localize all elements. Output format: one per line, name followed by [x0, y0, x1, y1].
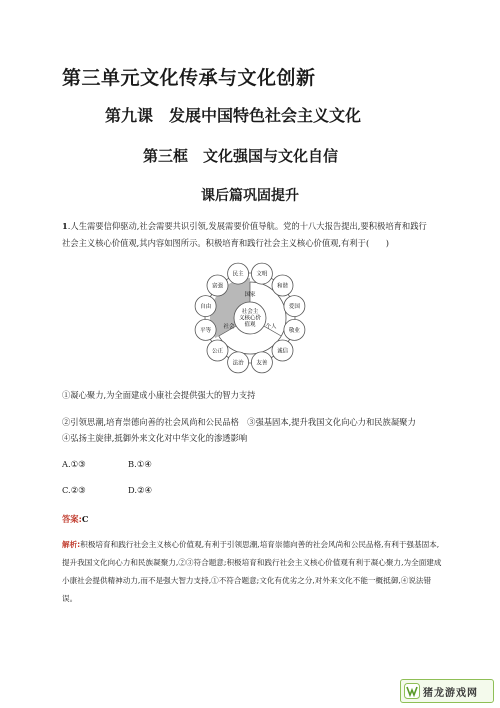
analysis-text: 积极培育和践行社会主义核心价值观,有利于引领思潮,培育崇德向善的社会风尚和公民品格,有利于强基固本,提升我国文化向心力和民族凝聚力,②③符合题意;积极培育和践行社会主义核心价值观有利于凝心聚力,为全面建成小康社会提供精神动力,而不是强大智力支持,①不符合题意;文化有优劣之分,对外来文化不能一概抵御,④说法错误。	[62, 540, 442, 603]
statement-1: ①凝心聚力,为全面建成小康社会提供强大的智力支持	[62, 390, 256, 400]
core-values-diagram	[185, 262, 315, 374]
statement-2: ②引领思潮,培育崇德向善的社会风尚和公民品格 ③强基固本,提升我国文化向心力和民族凝聚力	[62, 417, 416, 427]
center-text-2: 义核心价	[238, 315, 262, 322]
value-node-label: 民主	[232, 271, 244, 278]
analysis	[62, 536, 446, 608]
value-node-label: 敬业	[288, 327, 300, 334]
value-node-label: 诚信	[276, 348, 289, 355]
value-node-label: 富强	[211, 283, 224, 290]
question-text: .人生需要信仰驱动,社会需要共识引领,发展需要价值导航。党的十八大报告提出,要积极培育和践行社会主义核心价值观,其内容如图所示。积极培育和践行社会主义核心价值观,有利于( )	[62, 221, 427, 248]
statement-3: ④弘扬主旋律,抵御外来文化对中华文化的渗透影响	[62, 433, 248, 443]
option-d: D.②④	[128, 485, 152, 495]
ring-label-society: 社会	[223, 324, 235, 330]
frame-title: 第三框 文化强国与文化自信	[143, 147, 339, 165]
site-watermark	[400, 679, 494, 703]
watermark-logo-icon	[404, 683, 420, 699]
value-node-label: 和谐	[276, 283, 289, 290]
ring-label-individual: 个人	[265, 324, 277, 330]
answer-label: 答案:	[62, 514, 82, 524]
center-text-3: 值观	[244, 322, 256, 328]
unit-title: 第三单元文化传承与文化创新	[62, 67, 316, 89]
analysis-label: 解析:	[62, 540, 81, 549]
value-node-label: 平等	[200, 327, 212, 334]
center-text-1: 社会主	[241, 309, 259, 315]
option-b: B.①④	[128, 459, 152, 469]
ring-label-country: 国家	[244, 292, 256, 298]
option-a: A.①③	[62, 459, 86, 469]
value-node-label: 自由	[200, 304, 212, 311]
question-number: 1	[62, 221, 68, 231]
question-stem	[62, 218, 434, 252]
value-node-label: 文明	[256, 271, 268, 278]
value-node-label: 公正	[211, 348, 224, 355]
answer	[62, 513, 89, 525]
option-c: C.②③	[62, 485, 86, 495]
value-node-label: 法治	[232, 360, 244, 367]
lesson-title: 第九课 发展中国特色社会主义文化	[105, 106, 362, 125]
answer-value: C	[81, 514, 89, 524]
value-node-label: 友善	[256, 360, 268, 367]
section-title: 课后篇巩固提升	[201, 188, 299, 204]
watermark-text: 猪龙游戏网	[423, 687, 478, 699]
value-node-label: 爱国	[288, 304, 300, 311]
